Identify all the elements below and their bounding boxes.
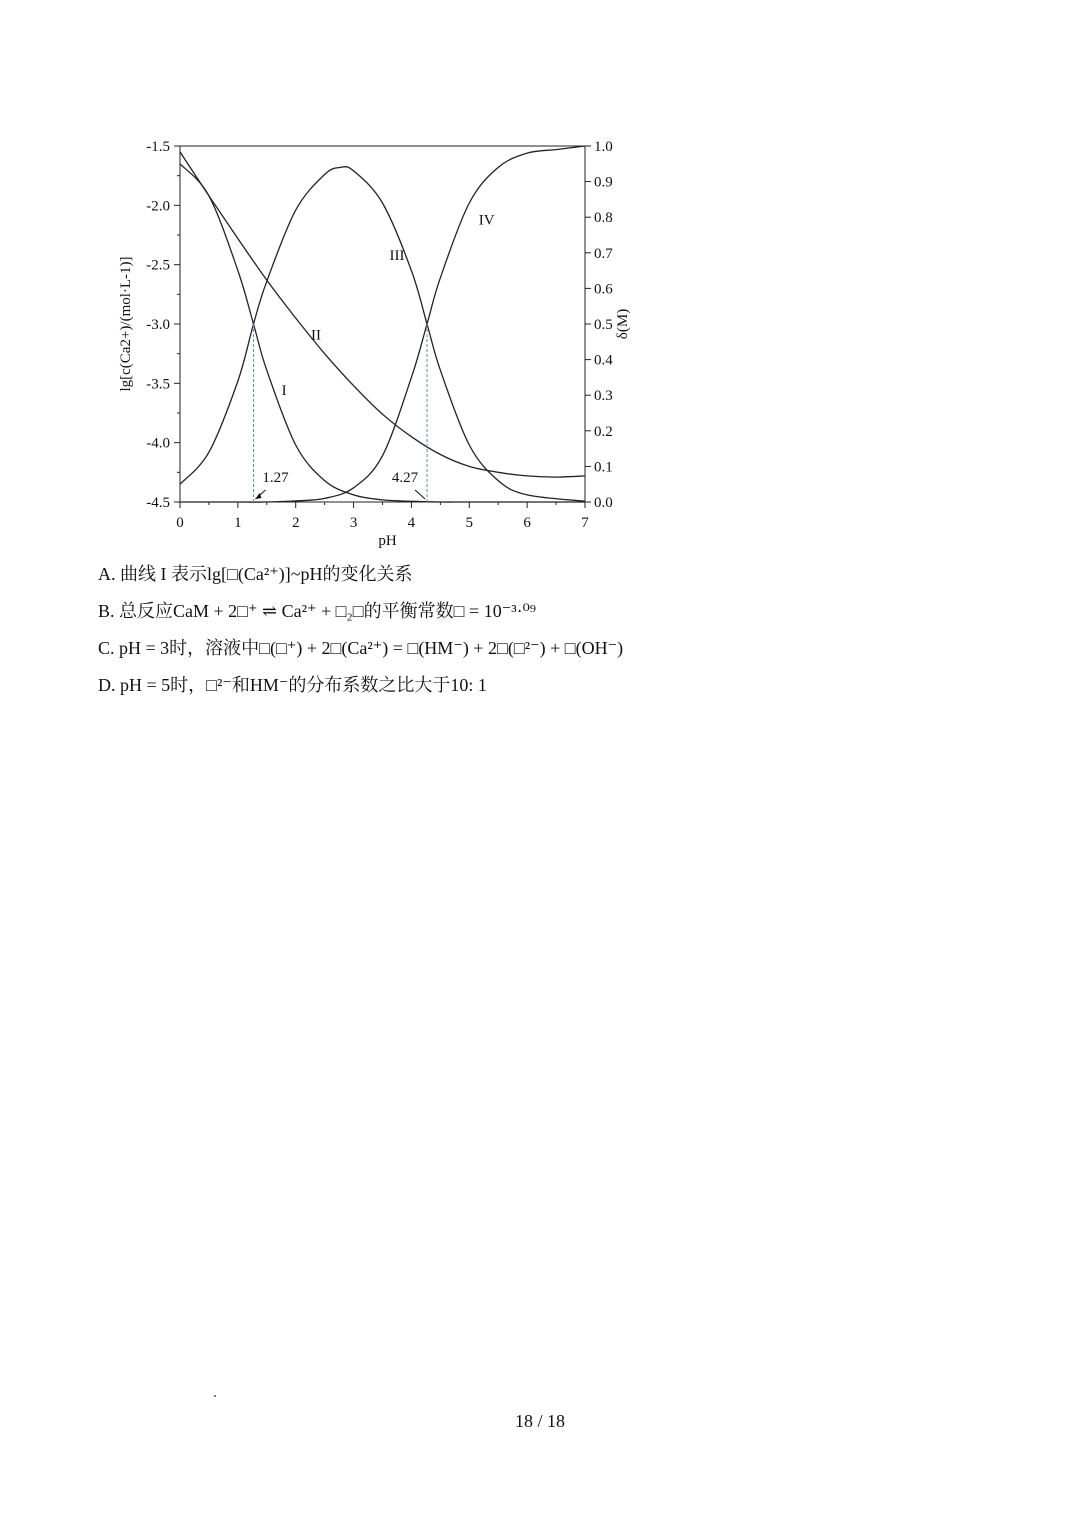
pka-label: 1.27 [262,470,289,486]
y-right-tick-label: 0.8 [594,210,613,227]
x-tick-label: 5 [465,515,474,531]
x-tick-label: 2 [291,515,300,531]
option-b: B. 总反应CaM + 2□⁺ ⇌ Ca²⁺ + □₂□的平衡常数□ = 10⁻³·⁰⁹ [98,601,537,621]
y-right-tick-label: 0.1 [594,459,613,476]
pka-label: 4.27 [391,470,419,486]
series-IV-line [180,146,585,502]
x-tick-label: 3 [349,515,358,531]
series-IV-label: IV [478,212,495,229]
y-left-tick-label: -2.5 [146,257,170,274]
option-c: C. pH = 3时，溶液中□(□⁺) + 2□(Ca²⁺) = □(HM⁻) + 2□(□²⁻) + □(OH⁻) [98,638,624,658]
y-left-tick-label: -4.5 [146,495,170,511]
y-left-tick-label: -4.0 [146,435,170,452]
plot-frame [180,146,585,502]
scan-speck [214,1395,216,1397]
x-tick-label: 4 [407,515,416,531]
y-right-tick-label: 0.6 [594,281,613,298]
option-d: D. pH = 5时，□²⁻和HM⁻的分布系数之比大于10: 1 [98,675,487,695]
y-right-tick-label: 0.9 [594,174,613,191]
series-II-line [180,152,585,477]
y-right-tick-label: 0.4 [594,352,613,369]
y-left-tick-label: -1.5 [146,139,170,155]
y-right-tick-label: 0.3 [594,388,613,405]
series-I-line [180,164,585,502]
y-left-tick-label: -3.0 [146,317,170,333]
option-a: A. 曲线 I 表示lg[□(Ca²⁺)]~pH的变化关系 [98,564,413,584]
y-right-tick-label: 1.0 [594,139,613,155]
chart-series [180,146,585,502]
x-tick-label: 0 [176,515,184,531]
y-right-tick-label: 0.2 [594,423,613,440]
x-tick-label: 1 [234,515,242,531]
x-tick-label: 6 [523,515,531,531]
pka-arrow [415,490,425,499]
chart-figure [95,128,655,553]
page-number: 18 / 18 [514,1411,565,1431]
chart-axes [118,139,631,549]
series-III-label: III [389,247,405,264]
series-I-label: I [281,383,287,400]
chart-annotations [253,324,427,502]
y-right-tick-label: 0.7 [594,245,613,262]
y-left-tick-label: -2.0 [146,198,170,215]
y-left-axis-label: lg[c(Ca2+)/(mol·L-1)] [118,256,134,392]
y-right-tick-label: 0.0 [594,495,613,511]
y-right-tick-label: 0.5 [594,317,613,333]
x-tick-label: 7 [581,515,589,531]
series-III-line [180,167,585,502]
series-II-label: II [310,327,321,344]
y-left-tick-label: -3.5 [146,376,170,393]
x-axis-label: pH [378,533,397,549]
y-right-axis-label: δ(M) [615,308,631,340]
